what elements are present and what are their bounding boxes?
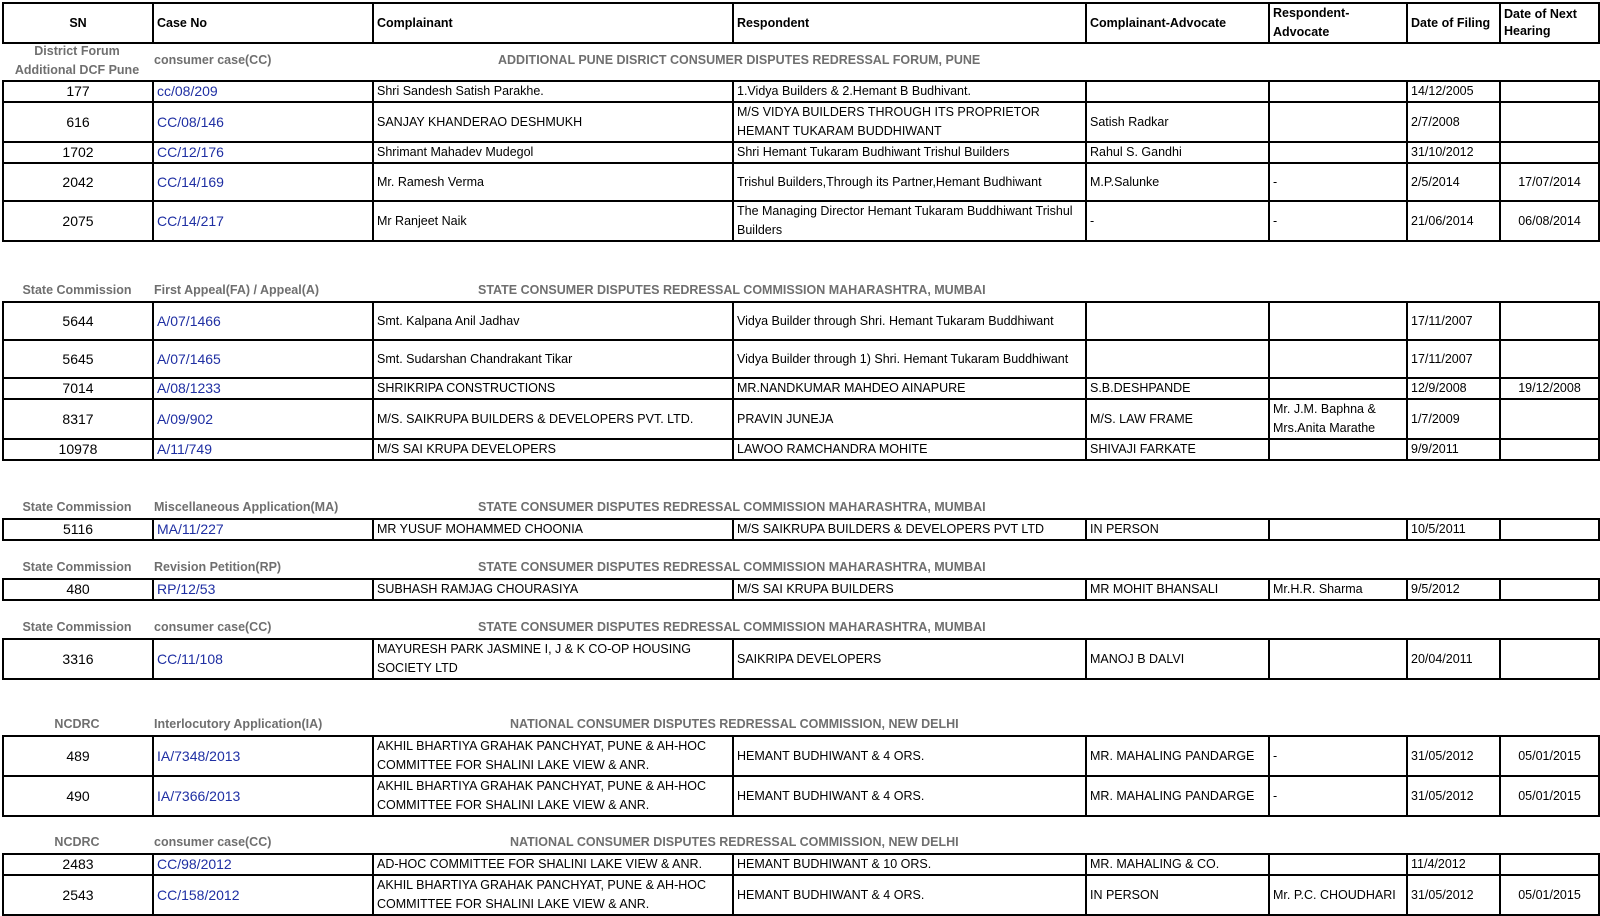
row-sn: 490 [3,776,153,816]
row-case-no-link[interactable]: A/11/749 [153,439,373,460]
row-case-no-link[interactable]: cc/08/209 [153,81,373,102]
table-row [3,776,1599,816]
section-table [2,80,1600,242]
table-row [3,579,1599,600]
row-complainant: AKHIL BHARTIYA GRAHAK PANCHYAT, PUNE & AH-HOC COMMITTEE FOR SHALINI LAKE VIEW & ANR. [373,875,733,915]
section-table [2,518,1600,541]
row-date-of-filing: 21/06/2014 [1407,201,1500,241]
row-sn: 2543 [3,875,153,915]
row-sn: 2075 [3,201,153,241]
row-sn: 2042 [3,163,153,201]
row-respondent: MR.NANDKUMAR MAHDEO AINAPURE [733,378,1086,399]
row-respondent-advocate: - [1269,201,1407,241]
row-respondent: SAIKRIPA DEVELOPERS [733,639,1086,679]
row-next-hearing [1500,399,1599,439]
row-respondent: Trishul Builders,Through its Partner,Hemant Budhiwant [733,163,1086,201]
row-sn: 5116 [3,519,153,540]
section-level [2,558,152,577]
section-level-line: State Commission [22,560,132,574]
row-next-hearing [1500,519,1599,540]
section-case-type: First Appeal(FA) / Appeal(A) [154,283,320,297]
section-header [0,715,1600,735]
section-header [0,42,1600,80]
table-row [3,639,1599,679]
row-next-hearing: 05/01/2015 [1500,875,1599,915]
row-next-hearing [1500,340,1599,378]
table-row [3,163,1599,201]
row-complainant: SHRIKRIPA CONSTRUCTIONS [373,378,733,399]
row-next-hearing [1500,142,1599,163]
row-complainant-advocate: - [1086,201,1269,241]
row-respondent: 1.Vidya Builders & 2.Hemant B Budhivant. [733,81,1086,102]
table-row [3,875,1599,915]
row-date-of-filing: 17/11/2007 [1407,340,1500,378]
section-case-type: Miscellaneous Application(MA) [154,500,339,514]
row-sn: 5644 [3,302,153,340]
table-row [3,519,1599,540]
row-complainant-advocate: Satish Radkar [1086,102,1269,142]
row-date-of-filing: 14/12/2005 [1407,81,1500,102]
section-case-type: Interlocutory Application(IA) [154,717,323,731]
row-date-of-filing: 20/04/2011 [1407,639,1500,679]
row-complainant: Shrimant Mahadev Mudegol [373,142,733,163]
row-complainant: SANJAY KHANDERAO DESHMUKH [373,102,733,142]
table-row [3,302,1599,340]
row-respondent-advocate [1269,439,1407,460]
row-sn: 480 [3,579,153,600]
row-sn: 3316 [3,639,153,679]
row-case-no-link[interactable]: CC/08/146 [153,102,373,142]
row-respondent-advocate [1269,102,1407,142]
section-header [0,558,1600,578]
table-row [3,439,1599,460]
row-next-hearing: 17/07/2014 [1500,163,1599,201]
header-date-of-next-hearing: Date of Next Hearing [1500,3,1599,43]
section-header [0,498,1600,518]
row-respondent: HEMANT BUDHIWANT & 10 ORS. [733,854,1086,875]
row-complainant-advocate: IN PERSON [1086,875,1269,915]
row-complainant: AKHIL BHARTIYA GRAHAK PANCHYAT, PUNE & AH-HOC COMMITTEE FOR SHALINI LAKE VIEW & ANR. [373,736,733,776]
section-forum-title: NATIONAL CONSUMER DISPUTES REDRESSAL COMMISSION, NEW DELHI [510,717,959,731]
row-case-no-link[interactable]: IA/7366/2013 [153,776,373,816]
row-complainant: Smt. Kalpana Anil Jadhav [373,302,733,340]
row-complainant-advocate: MR. MAHALING PANDARGE [1086,736,1269,776]
row-next-hearing [1500,579,1599,600]
row-respondent: The Managing Director Hemant Tukaram Buddhiwant Trishul Builders [733,201,1086,241]
row-case-no-link[interactable]: MA/11/227 [153,519,373,540]
row-case-no-link[interactable]: A/08/1233 [153,378,373,399]
row-complainant-advocate: MR MOHIT BHANSALI [1086,579,1269,600]
table-row [3,399,1599,439]
row-complainant: Mr Ranjeet Naik [373,201,733,241]
row-date-of-filing: 31/05/2012 [1407,736,1500,776]
row-respondent-advocate: Mr. J.M. Baphna & Mrs.Anita Marathe [1269,399,1407,439]
section-case-type: consumer case(CC) [154,835,272,849]
row-respondent-advocate [1269,519,1407,540]
section-forum-title: STATE CONSUMER DISPUTES REDRESSAL COMMISSION MAHARASHTRA, MUMBAI [478,560,986,574]
table-row [3,854,1599,875]
row-next-hearing [1500,639,1599,679]
row-case-no-link[interactable]: CC/11/108 [153,639,373,679]
header-sn: SN [3,3,153,43]
row-complainant-advocate: M/S. LAW FRAME [1086,399,1269,439]
row-case-no-link[interactable]: CC/158/2012 [153,875,373,915]
row-respondent-advocate [1269,340,1407,378]
row-next-hearing [1500,81,1599,102]
row-respondent-advocate [1269,81,1407,102]
row-next-hearing: 19/12/2008 [1500,378,1599,399]
row-respondent-advocate: Mr.H.R. Sharma [1269,579,1407,600]
row-respondent: PRAVIN JUNEJA [733,399,1086,439]
row-next-hearing [1500,854,1599,875]
row-sn: 177 [3,81,153,102]
row-complainant-advocate: MR. MAHALING PANDARGE [1086,776,1269,816]
row-date-of-filing: 17/11/2007 [1407,302,1500,340]
section-level [2,498,152,517]
row-sn: 7014 [3,378,153,399]
row-complainant: M/S SAI KRUPA DEVELOPERS [373,439,733,460]
section-header [0,281,1600,301]
row-complainant-advocate [1086,81,1269,102]
row-date-of-filing: 1/7/2009 [1407,399,1500,439]
section-table [2,301,1600,461]
section-forum-title: STATE CONSUMER DISPUTES REDRESSAL COMMISSION MAHARASHTRA, MUMBAI [478,283,986,297]
section-level-line: State Commission [22,283,132,297]
column-header-row [3,3,1599,43]
row-date-of-filing: 9/5/2012 [1407,579,1500,600]
row-next-hearing: 06/08/2014 [1500,201,1599,241]
column-header-table [2,2,1600,44]
header-complainant: Complainant [373,3,733,43]
section-forum-title: STATE CONSUMER DISPUTES REDRESSAL COMMISSION MAHARASHTRA, MUMBAI [478,620,986,634]
row-respondent: LAWOO RAMCHANDRA MOHITE [733,439,1086,460]
section-level-line: NCDRC [54,717,100,731]
row-respondent: Vidya Builder through 1) Shri. Hemant Tukaram Buddhiwant [733,340,1086,378]
section-forum-title: ADDITIONAL PUNE DISRICT CONSUMER DISPUTES REDRESSAL FORUM, PUNE [498,53,981,67]
row-case-no-link[interactable]: IA/7348/2013 [153,736,373,776]
row-sn: 1702 [3,142,153,163]
section-level-line: District Forum [34,44,120,58]
row-respondent-advocate: - [1269,776,1407,816]
section-level [2,618,152,637]
row-respondent: Shri Hemant Tukaram Budhiwant Trishul Builders [733,142,1086,163]
row-date-of-filing: 31/05/2012 [1407,776,1500,816]
row-date-of-filing: 10/5/2011 [1407,519,1500,540]
row-respondent: HEMANT BUDHIWANT & 4 ORS. [733,776,1086,816]
row-respondent-advocate: - [1269,163,1407,201]
header-respondent: Respondent [733,3,1086,43]
row-complainant: MAYURESH PARK JASMINE I, J & K CO-OP HOUSING SOCIETY LTD [373,639,733,679]
table-row [3,81,1599,102]
row-complainant: SUBHASH RAMJAG CHOURASIYA [373,579,733,600]
section-forum-title: NATIONAL CONSUMER DISPUTES REDRESSAL COMMISSION, NEW DELHI [510,835,959,849]
section-level-line: State Commission [22,620,132,634]
row-sn: 2483 [3,854,153,875]
row-case-no-link[interactable]: A/07/1465 [153,340,373,378]
row-respondent: M/S SAI KRUPA BUILDERS [733,579,1086,600]
row-respondent-advocate [1269,639,1407,679]
section-table [2,853,1600,916]
row-case-no-link[interactable]: CC/12/176 [153,142,373,163]
section-case-type: consumer case(CC) [154,53,272,67]
row-complainant-advocate [1086,302,1269,340]
section-header [0,618,1600,638]
table-row [3,340,1599,378]
table-row [3,378,1599,399]
row-next-hearing [1500,302,1599,340]
row-case-no-link[interactable]: A/09/902 [153,399,373,439]
row-respondent-advocate: Mr. P.C. CHOUDHARI [1269,875,1407,915]
row-complainant-advocate [1086,340,1269,378]
row-date-of-filing: 12/9/2008 [1407,378,1500,399]
section-case-type: consumer case(CC) [154,620,272,634]
row-complainant-advocate: SHIVAJI FARKATE [1086,439,1269,460]
row-case-no-link[interactable]: A/07/1466 [153,302,373,340]
section-level [2,281,152,300]
row-respondent: HEMANT BUDHIWANT & 4 ORS. [733,736,1086,776]
table-row [3,142,1599,163]
row-case-no-link[interactable]: CC/98/2012 [153,854,373,875]
row-complainant-advocate: IN PERSON [1086,519,1269,540]
row-date-of-filing: 2/5/2014 [1407,163,1500,201]
section-level-line: NCDRC [54,835,100,849]
section-level-line: Additional DCF Pune [14,63,140,77]
row-sn: 8317 [3,399,153,439]
row-case-no-link[interactable]: CC/14/169 [153,163,373,201]
row-complainant-advocate: S.B.DESHPANDE [1086,378,1269,399]
row-date-of-filing: 31/05/2012 [1407,875,1500,915]
section-case-type: Revision Petition(RP) [154,560,282,574]
row-complainant: Mr. Ramesh Verma [373,163,733,201]
header-date-of-filing: Date of Filing [1407,3,1500,43]
row-complainant: Smt. Sudarshan Chandrakant Tikar [373,340,733,378]
row-sn: 10978 [3,439,153,460]
row-respondent: M/S SAIKRUPA BUILDERS & DEVELOPERS PVT LTD [733,519,1086,540]
row-complainant: M/S. SAIKRUPA BUILDERS & DEVELOPERS PVT. LTD. [373,399,733,439]
row-sn: 489 [3,736,153,776]
row-complainant: MR YUSUF MOHAMMED CHOONIA [373,519,733,540]
header-respondent-advocate: Respondent-Advocate [1269,3,1407,43]
table-row [3,102,1599,142]
row-respondent: HEMANT BUDHIWANT & 4 ORS. [733,875,1086,915]
row-complainant: AKHIL BHARTIYA GRAHAK PANCHYAT, PUNE & AH-HOC COMMITTEE FOR SHALINI LAKE VIEW & ANR. [373,776,733,816]
row-complainant-advocate: MR. MAHALING & CO. [1086,854,1269,875]
row-next-hearing [1500,102,1599,142]
header-case-no: Case No [153,3,373,43]
section-level-line: State Commission [22,500,132,514]
row-respondent: M/S VIDYA BUILDERS THROUGH ITS PROPRIETOR HEMANT TUKARAM BUDDHIWANT [733,102,1086,142]
row-date-of-filing: 11/4/2012 [1407,854,1500,875]
row-respondent-advocate [1269,854,1407,875]
section-header [0,833,1600,853]
row-date-of-filing: 9/9/2011 [1407,439,1500,460]
row-complainant-advocate: M.P.Salunke [1086,163,1269,201]
row-complainant-advocate: MANOJ B DALVI [1086,639,1269,679]
row-respondent-advocate: - [1269,736,1407,776]
row-case-no-link[interactable]: RP/12/53 [153,579,373,600]
row-sn: 5645 [3,340,153,378]
table-row [3,736,1599,776]
row-sn: 616 [3,102,153,142]
row-respondent-advocate [1269,302,1407,340]
section-forum-title: STATE CONSUMER DISPUTES REDRESSAL COMMISSION MAHARASHTRA, MUMBAI [478,500,986,514]
row-date-of-filing: 2/7/2008 [1407,102,1500,142]
row-respondent: Vidya Builder through Shri. Hemant Tukaram Buddhiwant [733,302,1086,340]
section-table [2,578,1600,601]
table-row [3,201,1599,241]
section-level [2,833,152,852]
row-respondent-advocate [1269,142,1407,163]
row-complainant: Shri Sandesh Satish Parakhe. [373,81,733,102]
row-respondent-advocate [1269,378,1407,399]
section-level [2,42,152,80]
row-case-no-link[interactable]: CC/14/217 [153,201,373,241]
section-table [2,735,1600,817]
row-complainant: AD-HOC COMMITTEE FOR SHALINI LAKE VIEW & ANR. [373,854,733,875]
section-level [2,715,152,734]
row-date-of-filing: 31/10/2012 [1407,142,1500,163]
section-table [2,638,1600,680]
row-next-hearing: 05/01/2015 [1500,736,1599,776]
row-next-hearing: 05/01/2015 [1500,776,1599,816]
row-next-hearing [1500,439,1599,460]
header-complainant-advocate: Complainant-Advocate [1086,3,1269,43]
row-complainant-advocate: Rahul S. Gandhi [1086,142,1269,163]
